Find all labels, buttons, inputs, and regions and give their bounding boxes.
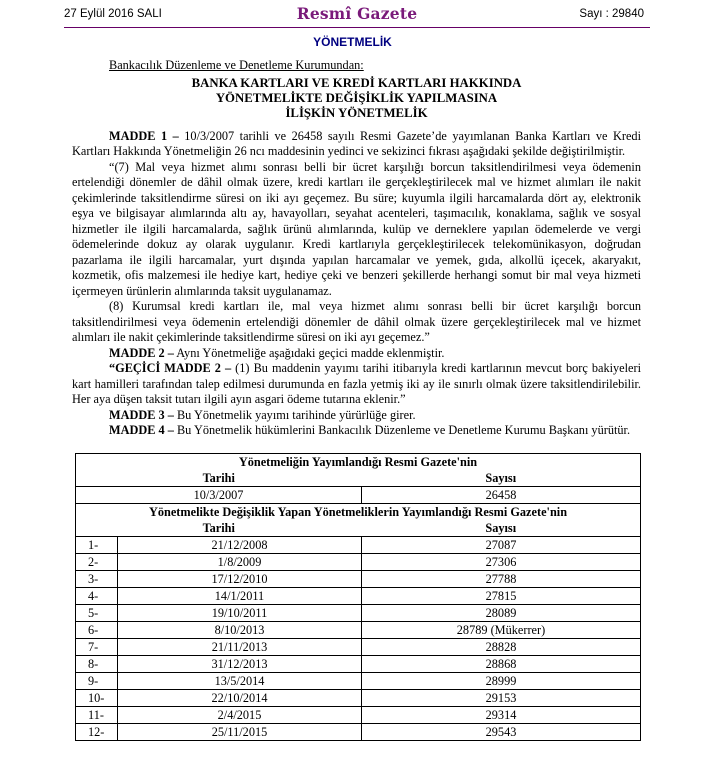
table-row bbox=[76, 588, 641, 605]
row-number: 27815 bbox=[362, 588, 641, 605]
original-heading: Yönetmeliğin Yayımlandığı Resmi Gazete'nin bbox=[76, 454, 641, 471]
original-date: 10/3/2007 bbox=[76, 487, 362, 504]
original-number: 26458 bbox=[362, 487, 641, 504]
row-index: 4- bbox=[76, 588, 118, 605]
table-heading-row bbox=[76, 454, 641, 471]
article-heading: MADDE 1 – bbox=[109, 128, 179, 143]
table-row bbox=[76, 690, 641, 707]
row-number: 27087 bbox=[362, 537, 641, 554]
gazette-title: Resmî Gazete bbox=[296, 4, 418, 23]
row-index: 1- bbox=[76, 537, 118, 554]
row-number: 28868 bbox=[362, 656, 641, 673]
row-date: 2/4/2015 bbox=[118, 707, 362, 724]
row-number: 28789 (Mükerrer) bbox=[362, 622, 641, 639]
article-text: (1) Bu maddenin yayımı tarihi itibarıyla kredi kartlarının mevcut borç bakiyeleri kart hamilleri tarafından talep edilmesi durumunda en fazla yetmiş iki ay ile sınırlı olmak üzere taksitlendirilebilir. Her aya düşen taksit tutarı ilgili ayın asgari ödeme tutarına eklenir.” bbox=[72, 361, 642, 406]
article-heading: “GEÇİCİ MADDE 2 – bbox=[109, 361, 232, 375]
article-3 bbox=[72, 408, 641, 424]
table-row bbox=[76, 537, 641, 554]
table-row bbox=[76, 724, 641, 741]
regulation-title-line: BANKA KARTLARI VE KREDİ KARTLARI HAKKINDA bbox=[191, 75, 522, 90]
column-header-date: Tarihi bbox=[76, 520, 362, 537]
row-number: 27306 bbox=[362, 554, 641, 571]
row-index: 3- bbox=[76, 571, 118, 588]
publication-date: 27 Eylül 2016 SALI bbox=[64, 8, 162, 20]
column-header-date: Tarihi bbox=[76, 470, 362, 487]
article-1 bbox=[72, 129, 641, 160]
row-index: 12- bbox=[76, 724, 118, 741]
article-1-paragraph-7 bbox=[72, 160, 641, 300]
article-4 bbox=[72, 423, 641, 439]
article-1-paragraph-8 bbox=[72, 299, 641, 346]
article-heading: MADDE 4 – bbox=[109, 423, 174, 437]
row-date: 21/11/2013 bbox=[118, 639, 362, 656]
row-index: 2- bbox=[76, 554, 118, 571]
row-index: 11- bbox=[76, 707, 118, 724]
row-number: 29153 bbox=[362, 690, 641, 707]
table-column-header-row bbox=[76, 470, 641, 487]
article-2 bbox=[72, 346, 641, 362]
row-date: 31/12/2013 bbox=[118, 656, 362, 673]
row-number: 28089 bbox=[362, 605, 641, 622]
row-date: 19/10/2011 bbox=[118, 605, 362, 622]
row-date: 21/12/2008 bbox=[118, 537, 362, 554]
table-row bbox=[76, 673, 641, 690]
table-row bbox=[76, 656, 641, 673]
table-row bbox=[76, 622, 641, 639]
row-date: 8/10/2013 bbox=[118, 622, 362, 639]
regulation-title-line: YÖNETMELİKTE DEĞİŞİKLİK YAPILMASINA bbox=[215, 90, 498, 105]
article-text: Aynı Yönetmeliğe aşağıdaki geçici madde eklenmiştir. bbox=[173, 345, 445, 360]
table-row bbox=[76, 554, 641, 571]
row-index: 10- bbox=[76, 690, 118, 707]
article-text: 10/3/2007 tarihli ve 26458 sayılı Resmi Gazete’de yayımlanan Banka Kartları ve Kredi Kartları Hakkında Yönetmeliğin 26 ncı maddesinin yedinci ve sekizinci fıkrası aşağıdaki şekilde değiştirilmiştir. bbox=[72, 128, 641, 158]
row-index: 9- bbox=[76, 673, 118, 690]
row-date: 14/1/2011 bbox=[118, 588, 362, 605]
masthead bbox=[64, 0, 650, 28]
issue-number: Sayı : 29840 bbox=[579, 8, 644, 20]
article-text: “(7) Mal veya hizmet alımı sonrası belli bir ücret karşılığı borcun taksitlendirilmesi veya ödemenin ertelendiği dönemler de dâhil olmak üzere, kredi kartları ile gerçekleştirilecek mal ve hizmet alımları ile nakit çekimlerinde taksitlendirme süresi on iki ayı geçemez. Bu süre; kuyumla ilgili harcamalarda dört ay, elektronik eşya ve bilgisayar alımlarında altı ay, havayolları, seyahat acenteleri, taşımacılık, konaklama, sağlık ve sosyal hizmetler ile ilgili harcamalarda, sağlık ürünü alımlarında, kulüp ve derneklere yapılan ödemelerde ve vergi ödemelerinde dokuz ay olarak uygulanır. Kredi kartlarıyla gerçekleştirilecek telekomünikasyon, doğrudan pazarlama ile ilgili harcamalar, yurt dışında yapılan harcamalar ve yemek, gıda, alkollü içecek, akaryakıt, kozmetik, ofis malzemesi ile hediye kart, hediye çeki ve benzeri şekillerde herhangi somut bir mal veya hizmeti içermeyen ürünlerin alımlarında taksit uygulanamaz. bbox=[72, 159, 641, 298]
article-text: Bu Yönetmelik hükümlerini Bankacılık Düzenleme ve Denetleme Kurumu Başkanı yürütür. bbox=[173, 423, 631, 437]
section-title: YÖNETMELİK bbox=[313, 35, 392, 49]
row-index: 7- bbox=[76, 639, 118, 656]
table-heading-row bbox=[76, 504, 641, 521]
temporary-article-2 bbox=[72, 361, 641, 408]
column-header-number: Sayısı bbox=[362, 470, 641, 487]
row-index: 8- bbox=[76, 656, 118, 673]
regulation-document bbox=[72, 58, 641, 439]
row-date: 13/5/2014 bbox=[118, 673, 362, 690]
row-number: 27788 bbox=[362, 571, 641, 588]
row-number: 28999 bbox=[362, 673, 641, 690]
article-heading: MADDE 2 – bbox=[109, 345, 174, 360]
row-number: 28828 bbox=[362, 639, 641, 656]
table-row bbox=[76, 639, 641, 656]
regulation-title bbox=[72, 76, 641, 121]
row-number: 29314 bbox=[362, 707, 641, 724]
row-date: 17/12/2010 bbox=[118, 571, 362, 588]
issuing-institution: Bankacılık Düzenleme ve Denetleme Kurumundan: bbox=[109, 58, 364, 72]
row-number: 29543 bbox=[362, 724, 641, 741]
table-row bbox=[76, 707, 641, 724]
article-text: Bu Yönetmelik yayımı tarihinde yürürlüğe girer. bbox=[173, 407, 416, 422]
table-row bbox=[76, 487, 641, 504]
row-date: 1/8/2009 bbox=[118, 554, 362, 571]
article-heading: MADDE 3 – bbox=[109, 407, 174, 422]
table-column-header-row bbox=[76, 520, 641, 537]
amendments-heading: Yönetmelikte Değişiklik Yapan Yönetmeliklerin Yayımlandığı Resmi Gazete'nin bbox=[76, 504, 641, 521]
row-index: 6- bbox=[76, 622, 118, 639]
article-text: (8) Kurumsal kredi kartları ile, mal veya hizmet alımı sonrası belli bir ücret karşılığı borcun taksitlendirilmesi veya ödemenin ertelendiği dönemler de dâhil olmak üzere gerçekleştirilecek mal ve hizmet alımları ile nakit çekimlerinde taksitlendirme süresi on iki ayı geçemez.” bbox=[72, 299, 641, 344]
table-row bbox=[76, 571, 641, 588]
row-date: 22/10/2014 bbox=[118, 690, 362, 707]
regulation-title-line: İLİŞKİN YÖNETMELİK bbox=[285, 105, 428, 120]
row-index: 5- bbox=[76, 605, 118, 622]
publication-history-table bbox=[75, 453, 641, 741]
table-row bbox=[76, 605, 641, 622]
column-header-number: Sayısı bbox=[362, 520, 641, 537]
row-date: 25/11/2015 bbox=[118, 724, 362, 741]
